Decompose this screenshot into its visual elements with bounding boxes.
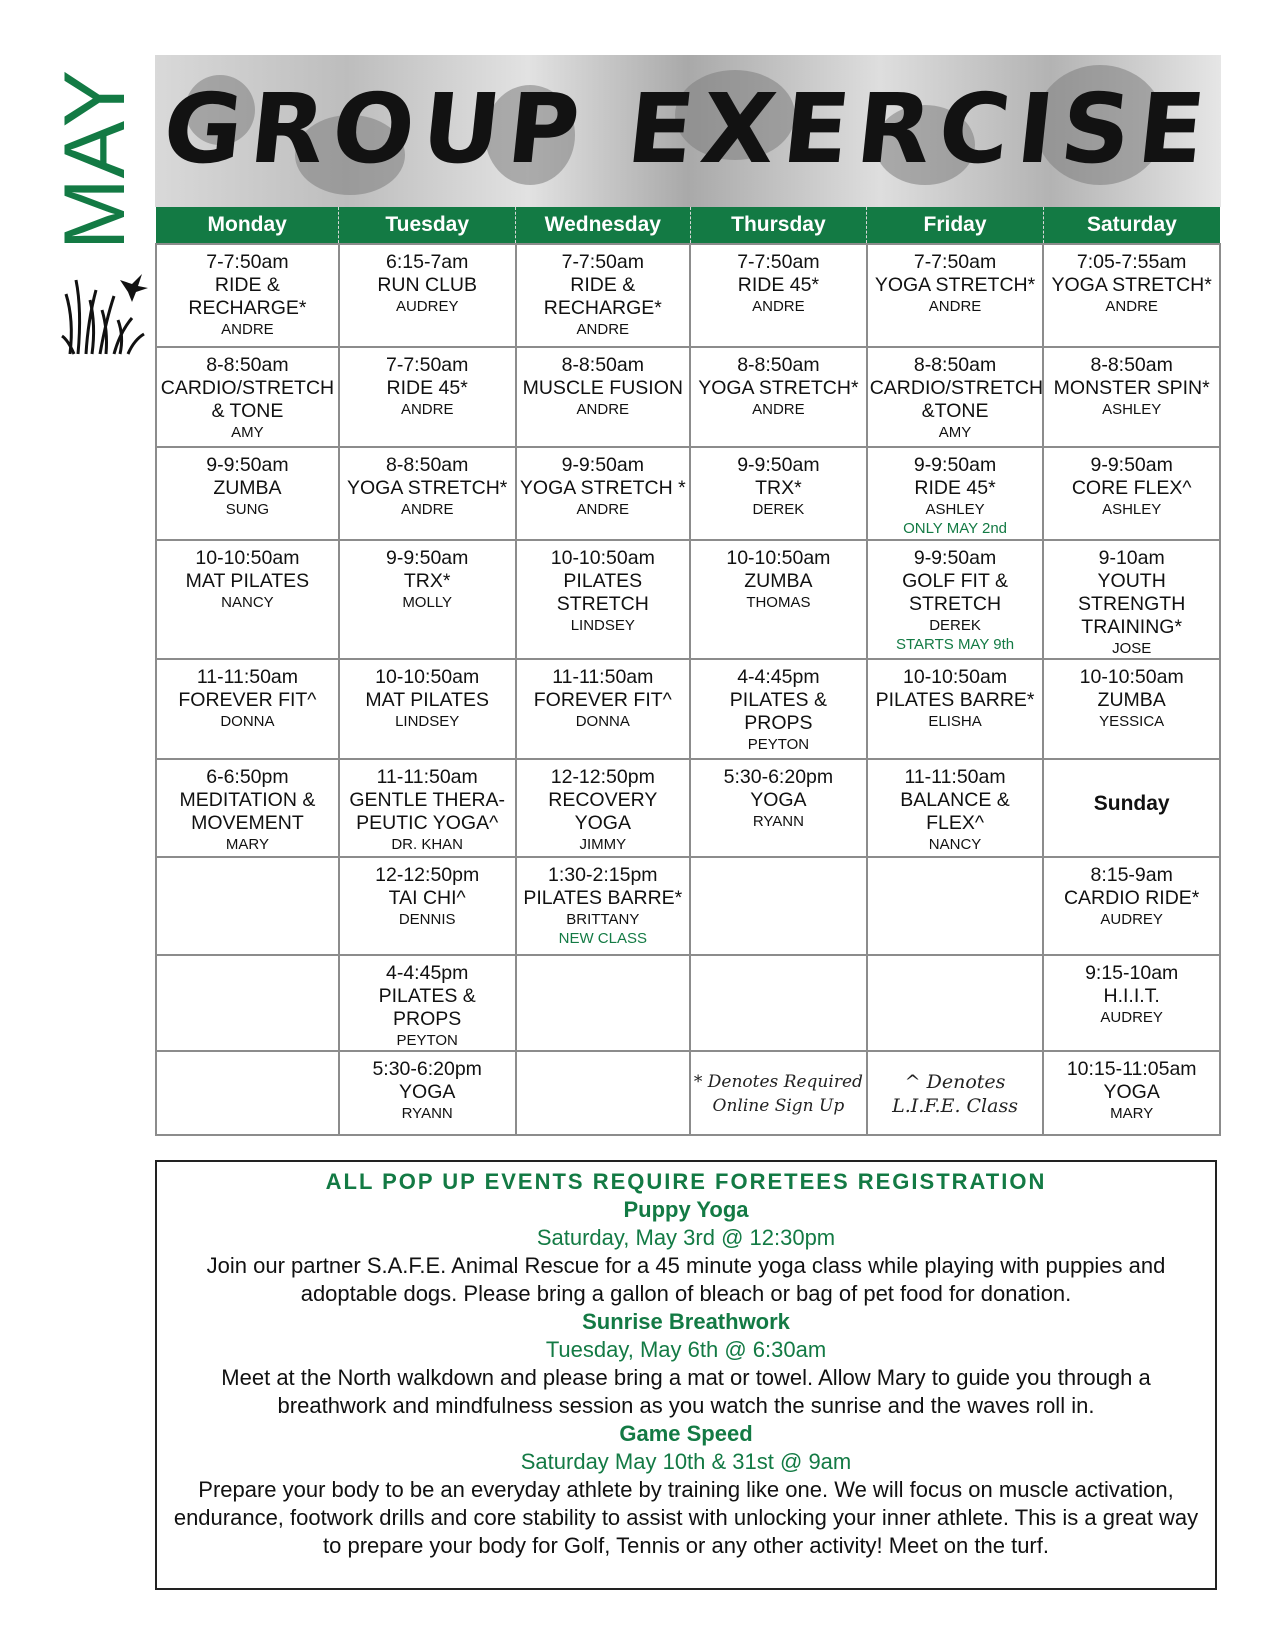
class-cell bbox=[516, 659, 691, 759]
class-instructor: NANCY bbox=[928, 836, 982, 853]
class-instructor: ANDRE bbox=[576, 401, 630, 418]
class-time: 5:30-6:20pm bbox=[372, 1058, 482, 1080]
header-banner bbox=[155, 55, 1221, 207]
class-time: 11-11:50am bbox=[904, 766, 1006, 788]
class-instructor: AUDREY bbox=[395, 298, 459, 315]
class-name: RECOVERY YOGA bbox=[548, 789, 658, 834]
class-instructor: DEREK bbox=[752, 501, 805, 518]
class-instructor: ANDRE bbox=[752, 401, 805, 418]
class-name: H.I.I.T. bbox=[1103, 985, 1160, 1007]
class-name: TRX* bbox=[403, 570, 451, 592]
class-name: RUN CLUB bbox=[377, 274, 478, 296]
class-name: YOGA bbox=[1103, 1081, 1160, 1103]
class-name: RIDE 45* bbox=[737, 274, 820, 296]
class-name: YOGA STRETCH* bbox=[347, 477, 508, 499]
class-time: 10-10:50am bbox=[1079, 666, 1184, 688]
class-instructor: AUDREY bbox=[1100, 911, 1163, 928]
class-time: 7-7:50am bbox=[386, 354, 469, 376]
class-name: PILATES BARRE* bbox=[523, 887, 683, 909]
class-time: 1:30-2:15pm bbox=[548, 864, 658, 886]
class-cell bbox=[156, 347, 339, 447]
event-title: Puppy Yoga bbox=[623, 1197, 749, 1222]
event-date: Saturday May 10th & 31st @ 9am bbox=[520, 1449, 852, 1474]
class-name: FOREVER FIT^ bbox=[533, 689, 672, 711]
class-cell bbox=[690, 659, 867, 759]
grass-bird-icon bbox=[62, 270, 150, 358]
class-cell bbox=[156, 759, 339, 857]
class-instructor: ANDRE bbox=[221, 321, 274, 338]
class-instructor: PEYTON bbox=[396, 1032, 458, 1049]
empty-cell bbox=[156, 955, 339, 1051]
class-name: YOGA bbox=[399, 1081, 456, 1103]
schedule-row bbox=[156, 857, 1220, 955]
day-header-saturday: Saturday bbox=[1043, 207, 1220, 244]
class-name: CARDIO/STRETCH & TONE bbox=[160, 377, 335, 422]
class-instructor: RYANN bbox=[752, 813, 804, 830]
class-cell bbox=[339, 1051, 516, 1135]
class-name: YOGA bbox=[750, 789, 807, 811]
event-title: Sunrise Breathwork bbox=[582, 1309, 790, 1334]
class-name: CARDIO/STRETCH &TONE bbox=[869, 377, 1044, 422]
sunday-header-cell bbox=[1043, 759, 1220, 857]
class-name: YOUTH STRENGTH TRAINING* bbox=[1078, 570, 1186, 638]
class-time: 4-4:45pm bbox=[386, 962, 469, 984]
class-instructor: DEREK bbox=[929, 617, 981, 634]
class-cell bbox=[156, 540, 339, 659]
banner-title: GROUP EXERCISE bbox=[158, 73, 1218, 185]
schedule-row bbox=[156, 1051, 1220, 1135]
class-cell bbox=[339, 540, 516, 659]
class-time: 8-8:50am bbox=[206, 354, 289, 376]
class-time: 9-9:50am bbox=[1090, 454, 1173, 476]
class-time: 9-9:50am bbox=[913, 547, 997, 569]
class-time: 8-8:50am bbox=[737, 354, 820, 376]
class-instructor: JIMMY bbox=[579, 836, 627, 853]
class-name: RIDE 45* bbox=[914, 477, 996, 499]
class-cell bbox=[1043, 659, 1220, 759]
class-cell bbox=[867, 759, 1044, 857]
class-instructor: DENNIS bbox=[398, 911, 456, 928]
event-game-speed bbox=[157, 1420, 1215, 1560]
month-text: MAY bbox=[47, 70, 143, 250]
class-time: 10-10:50am bbox=[195, 547, 300, 569]
class-cell bbox=[339, 857, 516, 955]
class-cell bbox=[339, 759, 516, 857]
class-instructor: THOMAS bbox=[746, 594, 811, 611]
class-time: 5:30-6:20pm bbox=[723, 766, 834, 788]
class-cell bbox=[867, 244, 1044, 347]
class-name: MEDITATION & MOVEMENT bbox=[179, 789, 316, 834]
class-name: PILATES BARRE* bbox=[875, 689, 1035, 711]
class-instructor: ANDRE bbox=[576, 321, 630, 338]
day-header-thursday: Thursday bbox=[690, 207, 867, 244]
class-name: TRX* bbox=[755, 477, 802, 499]
class-cell bbox=[156, 659, 339, 759]
class-name: ZUMBA bbox=[1097, 689, 1166, 711]
class-instructor: JOSE bbox=[1112, 640, 1152, 657]
class-name: YOGA STRETCH* bbox=[1051, 274, 1212, 296]
event-sunrise-breathwork bbox=[157, 1308, 1215, 1420]
schedule-row bbox=[156, 244, 1220, 347]
class-name: GOLF FIT & STRETCH bbox=[902, 570, 1008, 615]
event-date: Tuesday, May 6th @ 6:30am bbox=[545, 1337, 827, 1362]
class-cell bbox=[1043, 347, 1220, 447]
class-time: 9-9:50am bbox=[206, 454, 289, 476]
class-cell bbox=[867, 447, 1044, 540]
class-cell bbox=[339, 955, 516, 1051]
class-time: 12-12:50pm bbox=[550, 766, 655, 788]
class-instructor: DR. KHAN bbox=[391, 836, 464, 853]
schedule-row bbox=[156, 447, 1220, 540]
class-time: 7-7:50am bbox=[737, 251, 820, 273]
class-instructor: ANDRE bbox=[1105, 298, 1158, 315]
class-instructor: DONNA bbox=[220, 713, 275, 730]
class-note: NEW CLASS bbox=[558, 930, 647, 947]
empty-cell bbox=[156, 1051, 339, 1135]
class-name: PILATES & PROPS bbox=[729, 689, 827, 734]
empty-cell bbox=[516, 1051, 691, 1135]
class-instructor: MARY bbox=[225, 836, 269, 853]
class-time: 6:15-7am bbox=[386, 251, 469, 273]
class-time: 10:15-11:05am bbox=[1066, 1058, 1197, 1080]
event-description: Join our partner S.A.F.E. Animal Rescue for a 45 minute yoga class while playing with puppies and adoptable dogs. Please bring a gallon of bleach or bag of pet food for donation. bbox=[206, 1253, 1166, 1306]
class-name: YOGA STRETCH * bbox=[519, 477, 686, 499]
schedule-row bbox=[156, 347, 1220, 447]
class-instructor: LINDSEY bbox=[570, 617, 635, 634]
class-note: ONLY MAY 2nd bbox=[903, 520, 1008, 537]
class-time: 6-6:50pm bbox=[206, 766, 289, 788]
class-time: 8-8:50am bbox=[1090, 354, 1173, 376]
class-cell bbox=[516, 347, 691, 447]
class-name: CARDIO RIDE* bbox=[1063, 887, 1200, 909]
empty-cell bbox=[156, 857, 339, 955]
class-name: RIDE 45* bbox=[386, 377, 468, 399]
class-time: 9-10am bbox=[1098, 547, 1165, 569]
class-time: 9-9:50am bbox=[737, 454, 820, 476]
class-cell bbox=[339, 659, 516, 759]
class-cell bbox=[1043, 244, 1220, 347]
class-cell bbox=[339, 244, 516, 347]
class-cell bbox=[867, 659, 1044, 759]
class-cell bbox=[339, 447, 516, 540]
class-name: RIDE & RECHARGE* bbox=[543, 274, 662, 319]
legend-cell bbox=[867, 1051, 1044, 1135]
class-instructor: MARY bbox=[1110, 1105, 1154, 1122]
event-description: Prepare your body to be an everyday athlete by training like one. We will focus on muscle activation, endurance, footwork drills and core stability to assist with unlocking your inner athlete. This is a great way to prepare your body for Golf, Tennis or any other activity! Meet on the turf. bbox=[173, 1477, 1199, 1558]
class-instructor: NANCY bbox=[221, 594, 274, 611]
day-header-wednesday: Wednesday bbox=[516, 207, 691, 244]
event-description: Meet at the North walkdown and please bring a mat or towel. Allow Mary to guide you through a breathwork and mindfulness session as you watch the sunrise and the waves roll in. bbox=[221, 1365, 1151, 1418]
schedule-row bbox=[156, 659, 1220, 759]
class-cell bbox=[156, 244, 339, 347]
class-time: 10-10:50am bbox=[903, 666, 1008, 688]
class-name: PILATES & PROPS bbox=[378, 985, 476, 1030]
class-name: BALANCE & FLEX^ bbox=[900, 789, 1010, 834]
event-date: Saturday, May 3rd @ 12:30pm bbox=[536, 1225, 836, 1250]
class-name: CORE FLEX^ bbox=[1071, 477, 1192, 499]
legend-cell bbox=[690, 1051, 867, 1135]
class-cell bbox=[690, 447, 867, 540]
schedule-row bbox=[156, 955, 1220, 1051]
class-time: 8-8:50am bbox=[386, 454, 469, 476]
empty-cell bbox=[867, 955, 1044, 1051]
class-name: MUSCLE FUSION bbox=[522, 377, 683, 399]
class-time: 9:15-10am bbox=[1085, 962, 1179, 984]
class-name: YOGA STRETCH* bbox=[874, 274, 1036, 296]
day-header-monday: Monday bbox=[156, 207, 339, 244]
class-name: MAT PILATES bbox=[365, 689, 489, 711]
class-time: 10-10:50am bbox=[726, 547, 831, 569]
class-cell bbox=[690, 347, 867, 447]
class-cell bbox=[339, 347, 516, 447]
empty-cell bbox=[690, 955, 867, 1051]
class-cell bbox=[1043, 1051, 1220, 1135]
class-instructor: ANDRE bbox=[400, 501, 454, 518]
class-name: MONSTER SPIN* bbox=[1053, 377, 1210, 399]
class-name: ZUMBA bbox=[744, 570, 813, 592]
legend-text: * Denotes Required Online Sign Up bbox=[693, 1072, 863, 1116]
sunday-label: Sunday bbox=[1093, 792, 1170, 815]
class-instructor: SUNG bbox=[225, 501, 270, 518]
class-instructor: LINDSEY bbox=[395, 713, 460, 730]
class-name: GENTLE THERA- PEUTIC YOGA^ bbox=[349, 789, 506, 834]
class-cell bbox=[867, 540, 1044, 659]
class-time: 9-9:50am bbox=[561, 454, 644, 476]
pop-up-events-box bbox=[155, 1160, 1217, 1590]
day-header-tuesday: Tuesday bbox=[339, 207, 516, 244]
class-instructor: ANDRE bbox=[576, 501, 630, 518]
class-cell bbox=[516, 540, 691, 659]
class-instructor: YESSICA bbox=[1099, 713, 1165, 730]
class-cell bbox=[1043, 857, 1220, 955]
class-name: YOGA STRETCH* bbox=[698, 377, 859, 399]
class-name: FOREVER FIT^ bbox=[178, 689, 317, 711]
class-time: 4-4:45pm bbox=[737, 666, 820, 688]
class-instructor: PEYTON bbox=[747, 736, 810, 753]
empty-cell bbox=[690, 857, 867, 955]
class-cell bbox=[1043, 447, 1220, 540]
class-cell bbox=[156, 447, 339, 540]
class-cell bbox=[516, 244, 691, 347]
day-header-friday: Friday bbox=[867, 207, 1044, 244]
class-name: ZUMBA bbox=[213, 477, 282, 499]
class-time: 7-7:50am bbox=[561, 251, 644, 273]
class-time: 7-7:50am bbox=[206, 251, 289, 273]
empty-cell bbox=[516, 955, 691, 1051]
legend-text: ^ Denotes L.I.F.E. Class bbox=[892, 1071, 1018, 1117]
class-time: 8:15-9am bbox=[1090, 864, 1173, 886]
class-instructor: BRITTANY bbox=[566, 911, 640, 928]
empty-cell bbox=[867, 857, 1044, 955]
events-heading: ALL POP UP EVENTS REQUIRE FORETEES REGISTRATION bbox=[325, 1169, 1047, 1194]
class-time: 8-8:50am bbox=[561, 354, 644, 376]
class-instructor: AMY bbox=[231, 424, 264, 441]
day-header-row bbox=[156, 207, 1220, 244]
class-name: RIDE & RECHARGE* bbox=[188, 274, 307, 319]
class-instructor: ANDRE bbox=[400, 401, 454, 418]
class-time: 11-11:50am bbox=[376, 766, 478, 788]
class-cell bbox=[867, 347, 1044, 447]
class-name: MAT PILATES bbox=[185, 570, 310, 592]
class-instructor: AUDREY bbox=[1100, 1009, 1163, 1026]
class-instructor: DONNA bbox=[575, 713, 630, 730]
class-cell bbox=[516, 857, 691, 955]
class-time: 9-9:50am bbox=[913, 454, 997, 476]
class-cell bbox=[516, 759, 691, 857]
class-cell bbox=[690, 540, 867, 659]
class-cell bbox=[1043, 540, 1220, 659]
class-time: 10-10:50am bbox=[550, 547, 655, 569]
class-instructor: ANDRE bbox=[928, 298, 982, 315]
class-instructor: RYANN bbox=[401, 1105, 453, 1122]
class-note: STARTS MAY 9th bbox=[895, 636, 1015, 653]
class-instructor: MOLLY bbox=[402, 594, 453, 611]
class-instructor: ASHLEY bbox=[925, 501, 985, 518]
class-instructor: ASHLEY bbox=[1102, 401, 1162, 418]
class-time: 12-12:50pm bbox=[375, 864, 480, 886]
event-title: Game Speed bbox=[619, 1421, 753, 1446]
event-puppy-yoga bbox=[157, 1196, 1215, 1308]
class-time: 7-7:50am bbox=[913, 251, 997, 273]
class-time: 8-8:50am bbox=[913, 354, 997, 376]
class-time: 10-10:50am bbox=[375, 666, 480, 688]
class-cell bbox=[690, 244, 867, 347]
class-time: 9-9:50am bbox=[386, 547, 469, 569]
class-time: 7:05-7:55am bbox=[1076, 251, 1187, 273]
class-cell bbox=[1043, 955, 1220, 1051]
class-instructor: ASHLEY bbox=[1102, 501, 1162, 518]
class-time: 11-11:50am bbox=[552, 666, 654, 688]
schedule-row bbox=[156, 759, 1220, 857]
class-cell bbox=[690, 759, 867, 857]
class-time: 11-11:50am bbox=[196, 666, 299, 688]
class-name: TAI CHI^ bbox=[388, 887, 466, 909]
class-instructor: ELISHA bbox=[928, 713, 982, 730]
class-instructor: ANDRE bbox=[752, 298, 805, 315]
class-cell bbox=[516, 447, 691, 540]
class-name: PILATES STRETCH bbox=[556, 570, 649, 615]
schedule-row bbox=[156, 540, 1220, 659]
schedule-grid bbox=[155, 207, 1221, 1136]
class-instructor: AMY bbox=[938, 424, 972, 441]
month-label bbox=[47, 60, 143, 250]
